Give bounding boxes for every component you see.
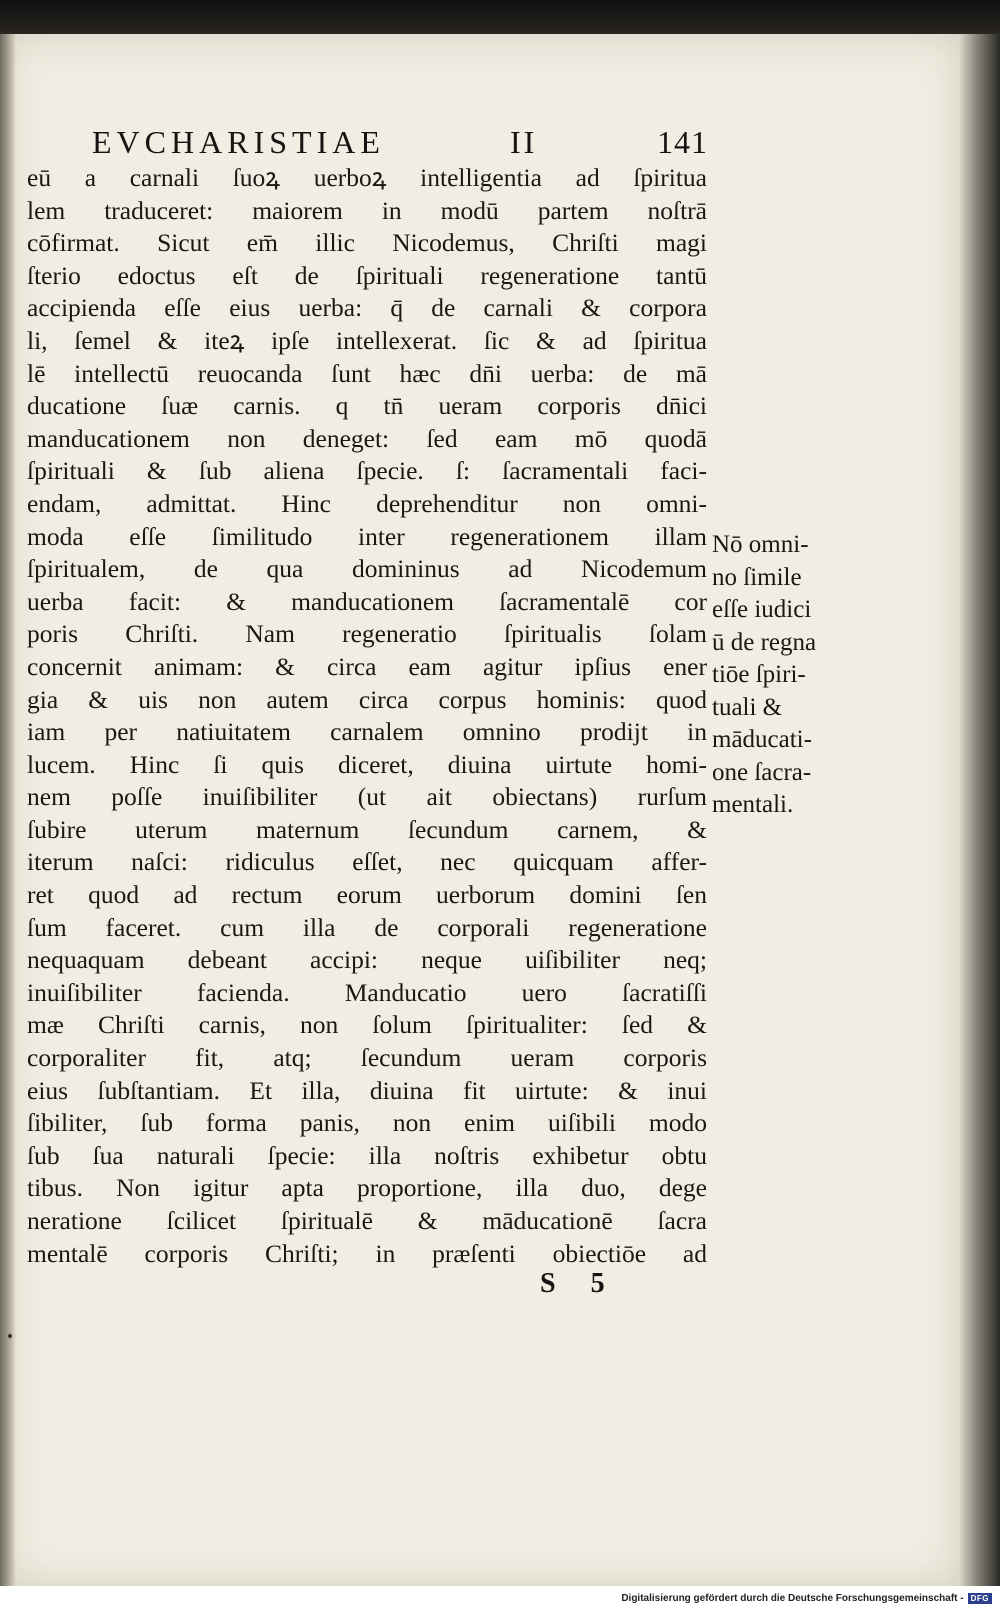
text-line: accipienda eſſe eius uerba: q̄ de carnali & corpora (27, 293, 707, 323)
paper-speck (8, 1334, 12, 1338)
marginal-note-line: no ſimile (712, 563, 802, 591)
text-line: gia & uis non autem circa corpus hominis: quod (27, 684, 707, 714)
text-line: ſibiliter, ſub forma panis, non enim uiſibili modo (27, 1108, 707, 1138)
text-line: poris Chriſti. Nam regeneratio ſpiritualis ſolam (27, 619, 707, 649)
text-line: concernit animam: & circa eam agitur ipſius ener (27, 651, 707, 681)
text-line: ſterio edoctus eſt de ſpirituali regeneratione tantū (27, 260, 707, 290)
text-line: manducationem non deneget: ſed eam mō quodā (27, 423, 707, 453)
text-line: eius ſubſtantiam. Et illa, diuina fit uirtute: & inui (27, 1075, 707, 1105)
text-line: lem traduceret: maiorem in modū partem noſtrā (27, 195, 707, 225)
main-text-block (27, 162, 707, 1270)
text-line: inuiſibiliter facienda. Manducatio uero ſacratiſſi (27, 977, 707, 1007)
text-line: neratione ſcilicet ſpiritualē & māducationē ſacra (27, 1206, 707, 1235)
marginal-note-line: Nō omni- (712, 531, 809, 558)
text-line: iam per natiuitatem carnalem omnino prodijt in (27, 717, 707, 747)
dfg-logo: DFG (968, 1593, 992, 1604)
page-edge (960, 34, 1000, 1586)
text-line: lucem. Hinc ſi quis diceret, diuina uirtute homi- (27, 749, 707, 779)
text-line: mæ Chriſti carnis, non ſolum ſpiritualiter: ſed & (27, 1010, 707, 1040)
signature-mark: II (510, 124, 538, 160)
text-line: uerba facit: & manducationem ſacramentalē cor (27, 586, 707, 616)
text-line: ſub ſua naturali ſpecie: illa noſtris exhibetur obtu (27, 1140, 707, 1170)
catchword-signature: S 5 (540, 1268, 619, 1299)
text-line: mentalē corporis Chriſti; in præſenti obiectiōe ad (27, 1238, 707, 1268)
text-line: ret quod ad rectum eorum uerborum domini ſen (27, 880, 707, 910)
text-line: ſum faceret. cum illa de corporali regeneratione (27, 912, 707, 942)
text-line: nem poſſe inuiſibiliter (ut ait obiectans) rurſum (27, 782, 707, 812)
text-line: lē intellectū reuocanda ſunt hæc dn̄i uerba: de mā (27, 358, 707, 388)
scan-background-top (0, 0, 1000, 36)
text-line: tibus. Non igitur apta proportione, illa duo, dege (27, 1173, 707, 1203)
text-line: cōfirmat. Sicut em̄ illic Nicodemus, Chriſti magi (27, 228, 707, 258)
text-line: ſpirituali & ſub aliena ſpecie. ſ: ſacramentali faci- (27, 456, 707, 486)
text-line: iterum naſci: ridiculus eſſet, nec quicquam affer- (27, 847, 707, 877)
page-gutter-shadow (0, 34, 16, 1586)
marginal-note-line: eſſe iudici (712, 596, 812, 623)
marginal-note-line: ū de regna (712, 628, 817, 656)
text-line: ſpiritualem, de qua domininus ad Nicodemum (27, 554, 707, 584)
text-line: ducatione ſuæ carnis. q tn̄ ueram corporis dn̄ici (27, 391, 707, 421)
marginal-note-line: mentali. (712, 791, 794, 818)
text-line: li, ſemel & iteꝝ ipſe intellexerat. ſic & ad ſpiritua (27, 325, 707, 355)
text-line: nequaquam debeant accipi: neque uiſibiliter neq; (27, 945, 707, 975)
marginal-note-line: māducati- (712, 726, 812, 753)
text-line: ſubire uterum maternum ſecundum carnem, & (27, 814, 707, 844)
text-line: corporaliter fit, atq; ſecundum ueram corporis (27, 1043, 707, 1073)
text-line: endam, admittat. Hinc deprehenditur non omni- (27, 488, 707, 518)
digitization-credit (621, 1593, 992, 1604)
text-line: eū a carnali ſuoꝝ uerboꝝ intelligentia ad ſpiritua (27, 163, 707, 192)
running-header (92, 124, 708, 164)
running-title: EVCHARISTIAE (92, 124, 385, 160)
credit-text: Digitalisierung gefördert durch die Deutsche Forschungsgemeinschaft - (621, 1593, 964, 1604)
marginal-note-line: tiōe ſpiri- (712, 661, 806, 688)
page-number: 141 (657, 124, 708, 160)
marginal-note (712, 529, 872, 822)
marginal-note-line: tuali & (712, 693, 783, 721)
text-line: moda eſſe ſimilitudo inter regenerationem illam (27, 521, 707, 551)
marginal-note-line: one ſacra- (712, 758, 812, 786)
